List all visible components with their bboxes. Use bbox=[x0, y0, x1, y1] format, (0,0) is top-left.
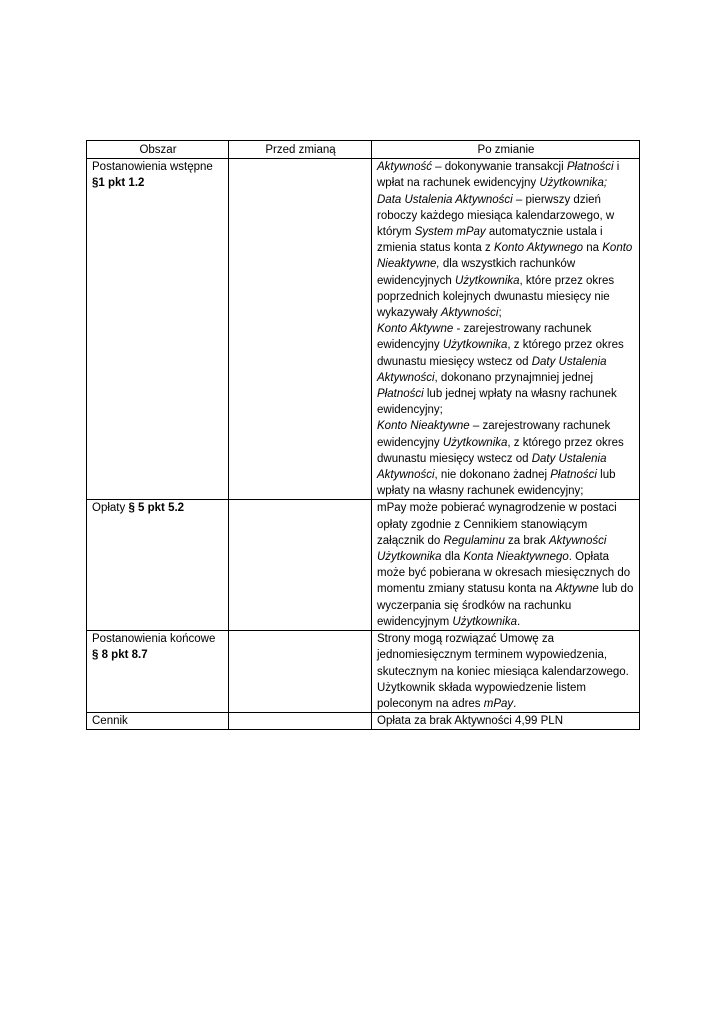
text-run: – dokonywanie transakcji bbox=[431, 161, 567, 174]
defined-term: Konto Aktywnego bbox=[493, 242, 584, 255]
defined-term: Aktywne bbox=[555, 583, 599, 596]
area-cell bbox=[87, 500, 229, 631]
area-cell bbox=[87, 713, 229, 730]
table-row bbox=[87, 631, 640, 713]
text-run: dla wszystkich rachunków ewidencyjnych bbox=[377, 258, 576, 287]
after-change-paragraph bbox=[377, 631, 635, 712]
defined-term: Płatności bbox=[550, 469, 597, 482]
table-row bbox=[87, 159, 640, 500]
text-run: lub jednej wpłaty na własny rachunek ewidencyjny; bbox=[377, 388, 617, 417]
table-row bbox=[87, 500, 640, 631]
defined-term: Konto Aktywne bbox=[377, 323, 454, 336]
area-label: Opłaty bbox=[92, 502, 129, 515]
text-run: , z którego przez okres dwunastu miesięcy wstecz od bbox=[377, 436, 624, 465]
defined-term: Data Ustalenia Aktywności bbox=[377, 193, 513, 206]
after-change-paragraph bbox=[377, 500, 635, 630]
text-run: lub wpłaty na własny rachunek ewidencyjny; bbox=[377, 469, 616, 498]
defined-term: Aktywności bbox=[440, 307, 499, 320]
before-change-cell bbox=[229, 159, 372, 500]
after-change-paragraph bbox=[377, 159, 635, 191]
before-change-cell bbox=[229, 500, 372, 631]
area-reference: § 5 pkt 5.2 bbox=[128, 502, 185, 515]
text-run: . Opłata może być pobierana w okresach miesięcznych do momentu zmiany statusu konta na bbox=[377, 551, 631, 596]
text-run: dla bbox=[441, 551, 464, 564]
text-run: – zarejestrowany rachunek ewidencyjny bbox=[377, 420, 611, 449]
area-label: Cennik bbox=[92, 715, 128, 728]
after-change-paragraph bbox=[377, 713, 635, 729]
after-change-cell bbox=[372, 159, 640, 500]
after-change-paragraph bbox=[377, 321, 635, 418]
text-run: . bbox=[513, 697, 517, 710]
text-run: i wpłat na rachunek ewidencyjny bbox=[377, 161, 620, 190]
defined-term: Użytkownika; bbox=[539, 177, 608, 190]
defined-term: Płatności bbox=[566, 161, 614, 174]
defined-term: System mPay bbox=[414, 226, 486, 239]
defined-term: Użytkownika bbox=[452, 615, 517, 628]
text-run: ; bbox=[498, 307, 502, 320]
changes-table bbox=[86, 140, 640, 730]
defined-term: mPay bbox=[483, 697, 514, 710]
after-change-cell bbox=[372, 631, 640, 713]
area-label: Postanowienia końcowe bbox=[92, 633, 216, 646]
defined-term: Konto Nieaktywne bbox=[377, 420, 470, 433]
text-run: automatycznie ustala i zmienia status konta z bbox=[377, 226, 603, 255]
after-change-cell bbox=[372, 500, 640, 631]
text-run: mPay może pobierać wynagrodzenie w postaci opłaty zgodnie z Cennikiem stanowiącym załącznik do bbox=[377, 502, 617, 547]
defined-term: Konto Nieaktywne, bbox=[377, 242, 633, 271]
text-run: - zarejestrowany rachunek ewidencyjny bbox=[377, 323, 592, 352]
text-run: – pierwszy dzień roboczy każdego miesiąca kalendarzowego, w którym bbox=[377, 193, 615, 239]
text-run: . bbox=[516, 615, 521, 628]
area-label: Postanowienia wstępne bbox=[92, 161, 213, 174]
table-row bbox=[87, 713, 640, 730]
text-run: , nie dokonano żadnej bbox=[434, 469, 551, 482]
after-change-paragraph bbox=[377, 418, 635, 499]
area-cell bbox=[87, 631, 229, 713]
defined-term: Aktywności Użytkownika bbox=[377, 534, 607, 564]
area-cell bbox=[87, 159, 229, 500]
defined-term: Konta Nieaktywnego bbox=[463, 551, 569, 564]
header-before-change: Przed zmianą bbox=[229, 141, 372, 159]
text-run: , z którego przez okres dwunastu miesięcy wstecz od bbox=[377, 339, 624, 368]
defined-term: Użytkownika bbox=[454, 274, 520, 287]
before-change-cell bbox=[229, 631, 372, 713]
text-run: lub do wyczerpania się środków na rachunku ewidencyjnym bbox=[377, 583, 634, 628]
text-run: , dokonano przynajmniej jednej bbox=[434, 371, 594, 384]
before-change-cell bbox=[229, 713, 372, 730]
text-run: , które przez okres poprzednich kolejnych dwunastu miesięcy nie wykazywały bbox=[377, 274, 615, 320]
defined-term: Użytkownika bbox=[442, 339, 508, 352]
defined-term: Aktywność bbox=[377, 161, 432, 174]
area-reference: §1 pkt 1.2 bbox=[92, 177, 145, 190]
defined-term: Użytkownika bbox=[442, 436, 508, 449]
text-run: na bbox=[583, 242, 603, 255]
area-reference: § 8 pkt 8.7 bbox=[92, 649, 148, 662]
defined-term: Płatności bbox=[377, 388, 424, 401]
defined-term: Daty Ustalenia Aktywności bbox=[377, 355, 607, 384]
after-change-paragraph bbox=[377, 192, 635, 322]
header-after-change: Po zmianie bbox=[372, 141, 640, 159]
text-run: za brak bbox=[504, 534, 549, 547]
defined-term: Daty Ustalenia Aktywności bbox=[377, 452, 607, 482]
text-run: Opłata za brak Aktywności 4,99 PLN bbox=[377, 715, 564, 728]
after-change-cell bbox=[372, 713, 640, 730]
table-header-row bbox=[87, 141, 640, 159]
text-run: Strony mogą rozwiązać Umowę za jednomiesięcznym terminem wypowiedzenia, skutecznym na koniec miesiąca kalendarzowego. Użytkownik składa wypowiedzenie listem poleconym na adres bbox=[377, 633, 629, 710]
defined-term: Regulaminu bbox=[443, 534, 505, 547]
header-area: Obszar bbox=[87, 141, 229, 159]
